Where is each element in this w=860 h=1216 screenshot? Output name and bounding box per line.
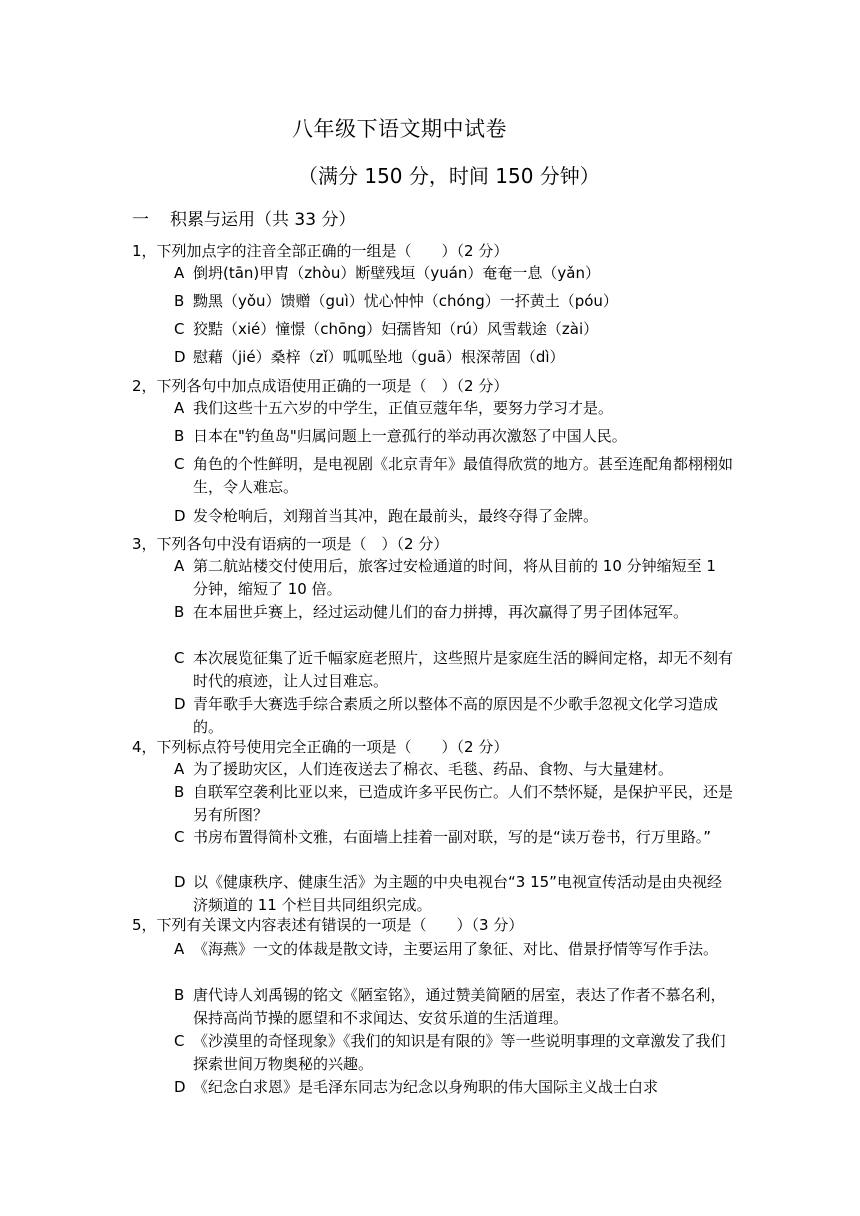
option-text: 本次展览征集了近千幅家庭老照片，这些照片是家庭生活的瞬间定格，却无不刻有时代的痕迹，让人过目难忘。 xyxy=(193,649,734,690)
option-letter: A xyxy=(174,264,185,282)
option-letter: B xyxy=(174,292,185,310)
option-text: 角色的个性鲜明，是电视剧《北京青年》最值得欣赏的地方。甚至连配角都栩栩如生，令人难忘。 xyxy=(193,455,734,496)
option-text: 我们这些十五六岁的中学生，正值豆蔻年华，要努力学习才是。 xyxy=(193,399,614,417)
option-letter: B xyxy=(174,427,185,445)
option-text: 《沙漠里的奇怪现象》《我们的知识是有限的》等一些说明事理的文章激发了我们探索世间万物奥秘的兴趣。 xyxy=(193,1032,726,1073)
option-letter: D xyxy=(174,507,186,525)
option-text: 《海燕》一文的体裁是散文诗，主要运用了象征、对比、借景抒情等写作手法。 xyxy=(193,940,719,958)
question-option xyxy=(174,601,734,624)
question-option xyxy=(174,262,734,285)
section-title: 积累与运用（共 33 分） xyxy=(170,210,356,230)
question-option xyxy=(174,505,734,528)
question-option xyxy=(174,871,734,917)
option-text: 《纪念白求恩》是毛泽东同志为纪念以身殉职的伟大国际主义战士白求 xyxy=(193,1078,659,1096)
question-stem: 5，下列有关课文内容表述有错误的一项是（ ）（3 分） xyxy=(132,916,524,934)
option-text: 第二航站楼交付使用后，旅客过安检通道的时间，将从目前的 10 分钟缩短至 1 分钟，缩短了 10 倍。 xyxy=(193,557,716,598)
option-letter: B xyxy=(174,603,185,621)
question-stem: 4，下列标点符号使用完全正确的一项是（ ）（2 分） xyxy=(132,738,509,756)
question-option xyxy=(174,453,734,499)
option-letter: B xyxy=(174,783,185,801)
question-option xyxy=(174,346,734,369)
option-text: 狡黠（xié）憧憬（chōng）妇孺皆知（rú）风雪载途（zài） xyxy=(193,320,599,338)
option-letter: A xyxy=(174,399,185,417)
page-title: 八年级下语文期中试卷 xyxy=(292,117,507,141)
question-option xyxy=(174,693,734,739)
option-text: 以《健康秩序、健康生活》为主题的中央电视台“3 15”电视宣传活动是由央视经济频道的 11 个栏目共同组织完成。 xyxy=(193,873,722,914)
option-text: 日本在"钓鱼岛"归属问题上一意孤行的举动再次激怒了中国人民。 xyxy=(193,427,627,445)
option-text: 倒坍(tān)甲胄（zhòu）断壁残垣（yuán）奄奄一息（yǎn） xyxy=(193,264,601,282)
option-text: 慰藉（jié）桑梓（zǐ）呱呱坠地（guā）根深蒂固（dì） xyxy=(193,348,565,366)
option-text: 书房布置得简朴文雅，右面墙上挂着一副对联，写的是“读万卷书，行万里路。” xyxy=(193,828,712,846)
option-text: 为了援助灾区，人们连夜送去了棉衣、毛毯、药品、食物、与大量建材。 xyxy=(193,760,674,778)
question-option xyxy=(174,397,734,420)
option-text: 自联军空袭利比亚以来，已造成许多平民伤亡。人们不禁怀疑，是保护平民，还是另有所图？ xyxy=(193,783,734,824)
question-option xyxy=(174,758,734,781)
option-letter: B xyxy=(174,986,185,1004)
question-option xyxy=(174,938,734,961)
page-subtitle: （满分 150 分，时间 150 分钟） xyxy=(298,164,600,188)
option-letter: C xyxy=(174,649,185,667)
question-option xyxy=(174,290,734,313)
question-stem: 3，下列各句中没有语病的一项是（ ）（2 分） xyxy=(132,535,449,553)
option-letter: A xyxy=(174,557,185,575)
option-letter: A xyxy=(174,760,185,778)
option-letter: D xyxy=(174,348,186,366)
option-letter: C xyxy=(174,455,185,473)
option-letter: C xyxy=(174,1032,185,1050)
option-letter: A xyxy=(174,940,185,958)
option-letter: C xyxy=(174,320,185,338)
option-text: 青年歌手大赛选手综合素质之所以整体不高的原因是不少歌手忽视文化学习造成的。 xyxy=(193,695,719,736)
question-option xyxy=(174,1030,734,1076)
option-text: 发令枪响后，刘翔首当其冲，跑在最前头，最终夺得了金牌。 xyxy=(193,507,599,525)
question-option xyxy=(174,826,734,849)
question-stem: 1，下列加点字的注音全部正确的一组是（ ）（2 分） xyxy=(132,242,509,260)
option-letter: D xyxy=(174,1078,186,1096)
question-option xyxy=(174,984,734,1030)
option-letter: D xyxy=(174,873,186,891)
question-option xyxy=(174,647,734,693)
question-option xyxy=(174,555,734,601)
section-heading xyxy=(132,205,355,230)
option-text: 在本届世乒赛上，经过运动健儿们的奋力拼搏，再次赢得了男子团体冠军。 xyxy=(193,603,689,621)
option-letter: C xyxy=(174,828,185,846)
question-option xyxy=(174,318,734,341)
question-option xyxy=(174,1076,734,1099)
question-option xyxy=(174,425,734,448)
option-text: 黝黑（yǒu）馈赠（guì）忧心忡忡（chóng）一抔黄土（póu） xyxy=(193,292,618,310)
option-text: 唐代诗人刘禹锡的铭文《陋室铭》，通过赞美简陋的居室，表达了作者不慕名利，保持高尚节操的愿望和不求闻达、安贫乐道的生活道理。 xyxy=(193,986,726,1027)
question-option xyxy=(174,781,734,827)
question-stem: 2，下列各句中加点成语使用正确的一项是（ ）（2 分） xyxy=(132,377,509,395)
option-letter: D xyxy=(174,695,186,713)
section-number: 一 xyxy=(132,210,149,230)
